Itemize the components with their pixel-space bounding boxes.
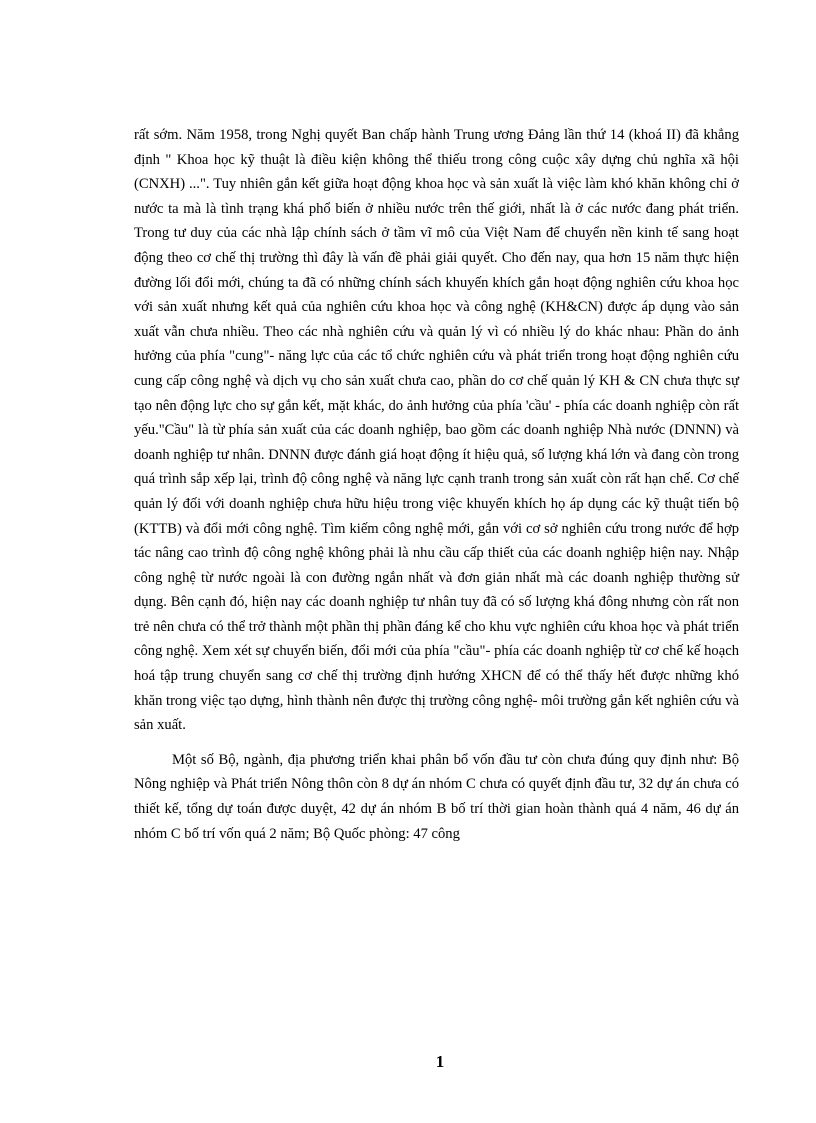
body-text [134, 123, 739, 846]
page-number: 1 [435, 1052, 445, 1071]
paragraph-2: Một số Bộ, ngành, địa phương triển khai phân bổ vốn đầu tư còn chưa đúng quy định như: Bộ Nông nghiệp và Phát triển Nông thôn còn 8 dự án nhóm C chưa có quyết định đầu tư, 32 dự án chưa có thiết kế, tổng dự toán được duyệt, 42 dự án nhóm B bố trí thời gian hoàn thành quá 4 năm, 46 dự án nhóm C bố trí vốn quá 2 năm; Bộ Quốc phòng: 47 công [134, 751, 739, 842]
paragraph-1: rất sớm. Năm 1958, trong Nghị quyết Ban chấp hành Trung ương Đảng lần thứ 14 (khoá II) đã khẳng định " Khoa học kỹ thuật là điều kiện không thể thiếu trong công cuộc xây dựng chủ nghĩa xã hội (CNXH) ...". Tuy nhiên gắn kết giữa hoạt động khoa học và sản xuất là việc làm khó khăn không chỉ ở nước ta mà là tình trạng khá phổ biến ở nhiều nước trên thế giới, nhất là ở các nước đang phát triển. Trong tư duy của các nhà lập chính sách ở tầm vĩ mô của Việt Nam để chuyển nền kinh tế sang hoạt động theo cơ chế thị trường thì đây là vấn đề phải giải quyết. Cho đến nay, qua hơn 15 năm thực hiện đường lối đổi mới, chúng ta đã có những chính sách khuyến khích gắn hoạt động nghiên cứu khoa học với sản xuất nhưng kết quả của nghiên cứu khoa học và công nghệ (KH&CN) được áp dụng vào sản xuất vẫn chưa nhiều. Theo các nhà nghiên cứu và quản lý vì có nhiều lý do khác nhau: Phần do ảnh hưởng của phía "cung"- năng lực của các tổ chức nghiên cứu và phát triển trong hoạt động nghiên cứu cung cấp công nghệ và dịch vụ cho sản xuất chưa cao, phần do cơ chế quản lý KH & CN chưa thực sự tạo nên động lực cho sự gắn kết, mặt khác, do ảnh hưởng của phía 'cầu' - phía các doanh nghiệp còn rất yếu."Cầu" là từ phía sản xuất của các doanh nghiệp, bao gồm các doanh nghiệp Nhà nước (DNNN) và doanh nghiệp tư nhân. DNNN được đánh giá hoạt động ít hiệu quả, số lượng khá lớn và đang còn trong quá trình sắp xếp lại, trình độ công nghệ và năng lực cạnh tranh trong sản xuất còn rất hạn chế. Cơ chế quản lý đối với doanh nghiệp chưa hữu hiệu trong việc khuyến khích họ áp dụng các kỹ thuật tiến bộ (KTTB) và đổi mới công nghệ. Tìm kiếm công nghệ mới, gắn với cơ sở nghiên cứu trong nước để hợp tác nâng cao trình độ công nghệ không phải là nhu cầu cấp thiết của các doanh nghiệp hiện nay. Nhập công nghệ từ nước ngoài là con đường ngắn nhất và đơn giản nhất mà các doanh nghiệp thường sử dụng. Bên cạnh đó, hiện nay các doanh nghiệp tư nhân tuy đã có số lượng khá đông nhưng còn rất non trẻ nên chưa có thể trở thành một phần thị phần đáng kể cho khu vực nghiên cứu khoa học và phát triển công nghệ. Xem xét sự chuyển biến, đổi mới của phía "cầu"- phía các doanh nghiệp từ cơ chế kế hoạch hoá tập trung chuyển sang cơ chế thị trường định hướng XHCN để có thể thấy hết được những khó khăn trong việc tạo dựng, hình thành nên được thị trường công nghệ- môi trường gắn kết nghiên cứu và sản xuất. [134, 127, 739, 734]
